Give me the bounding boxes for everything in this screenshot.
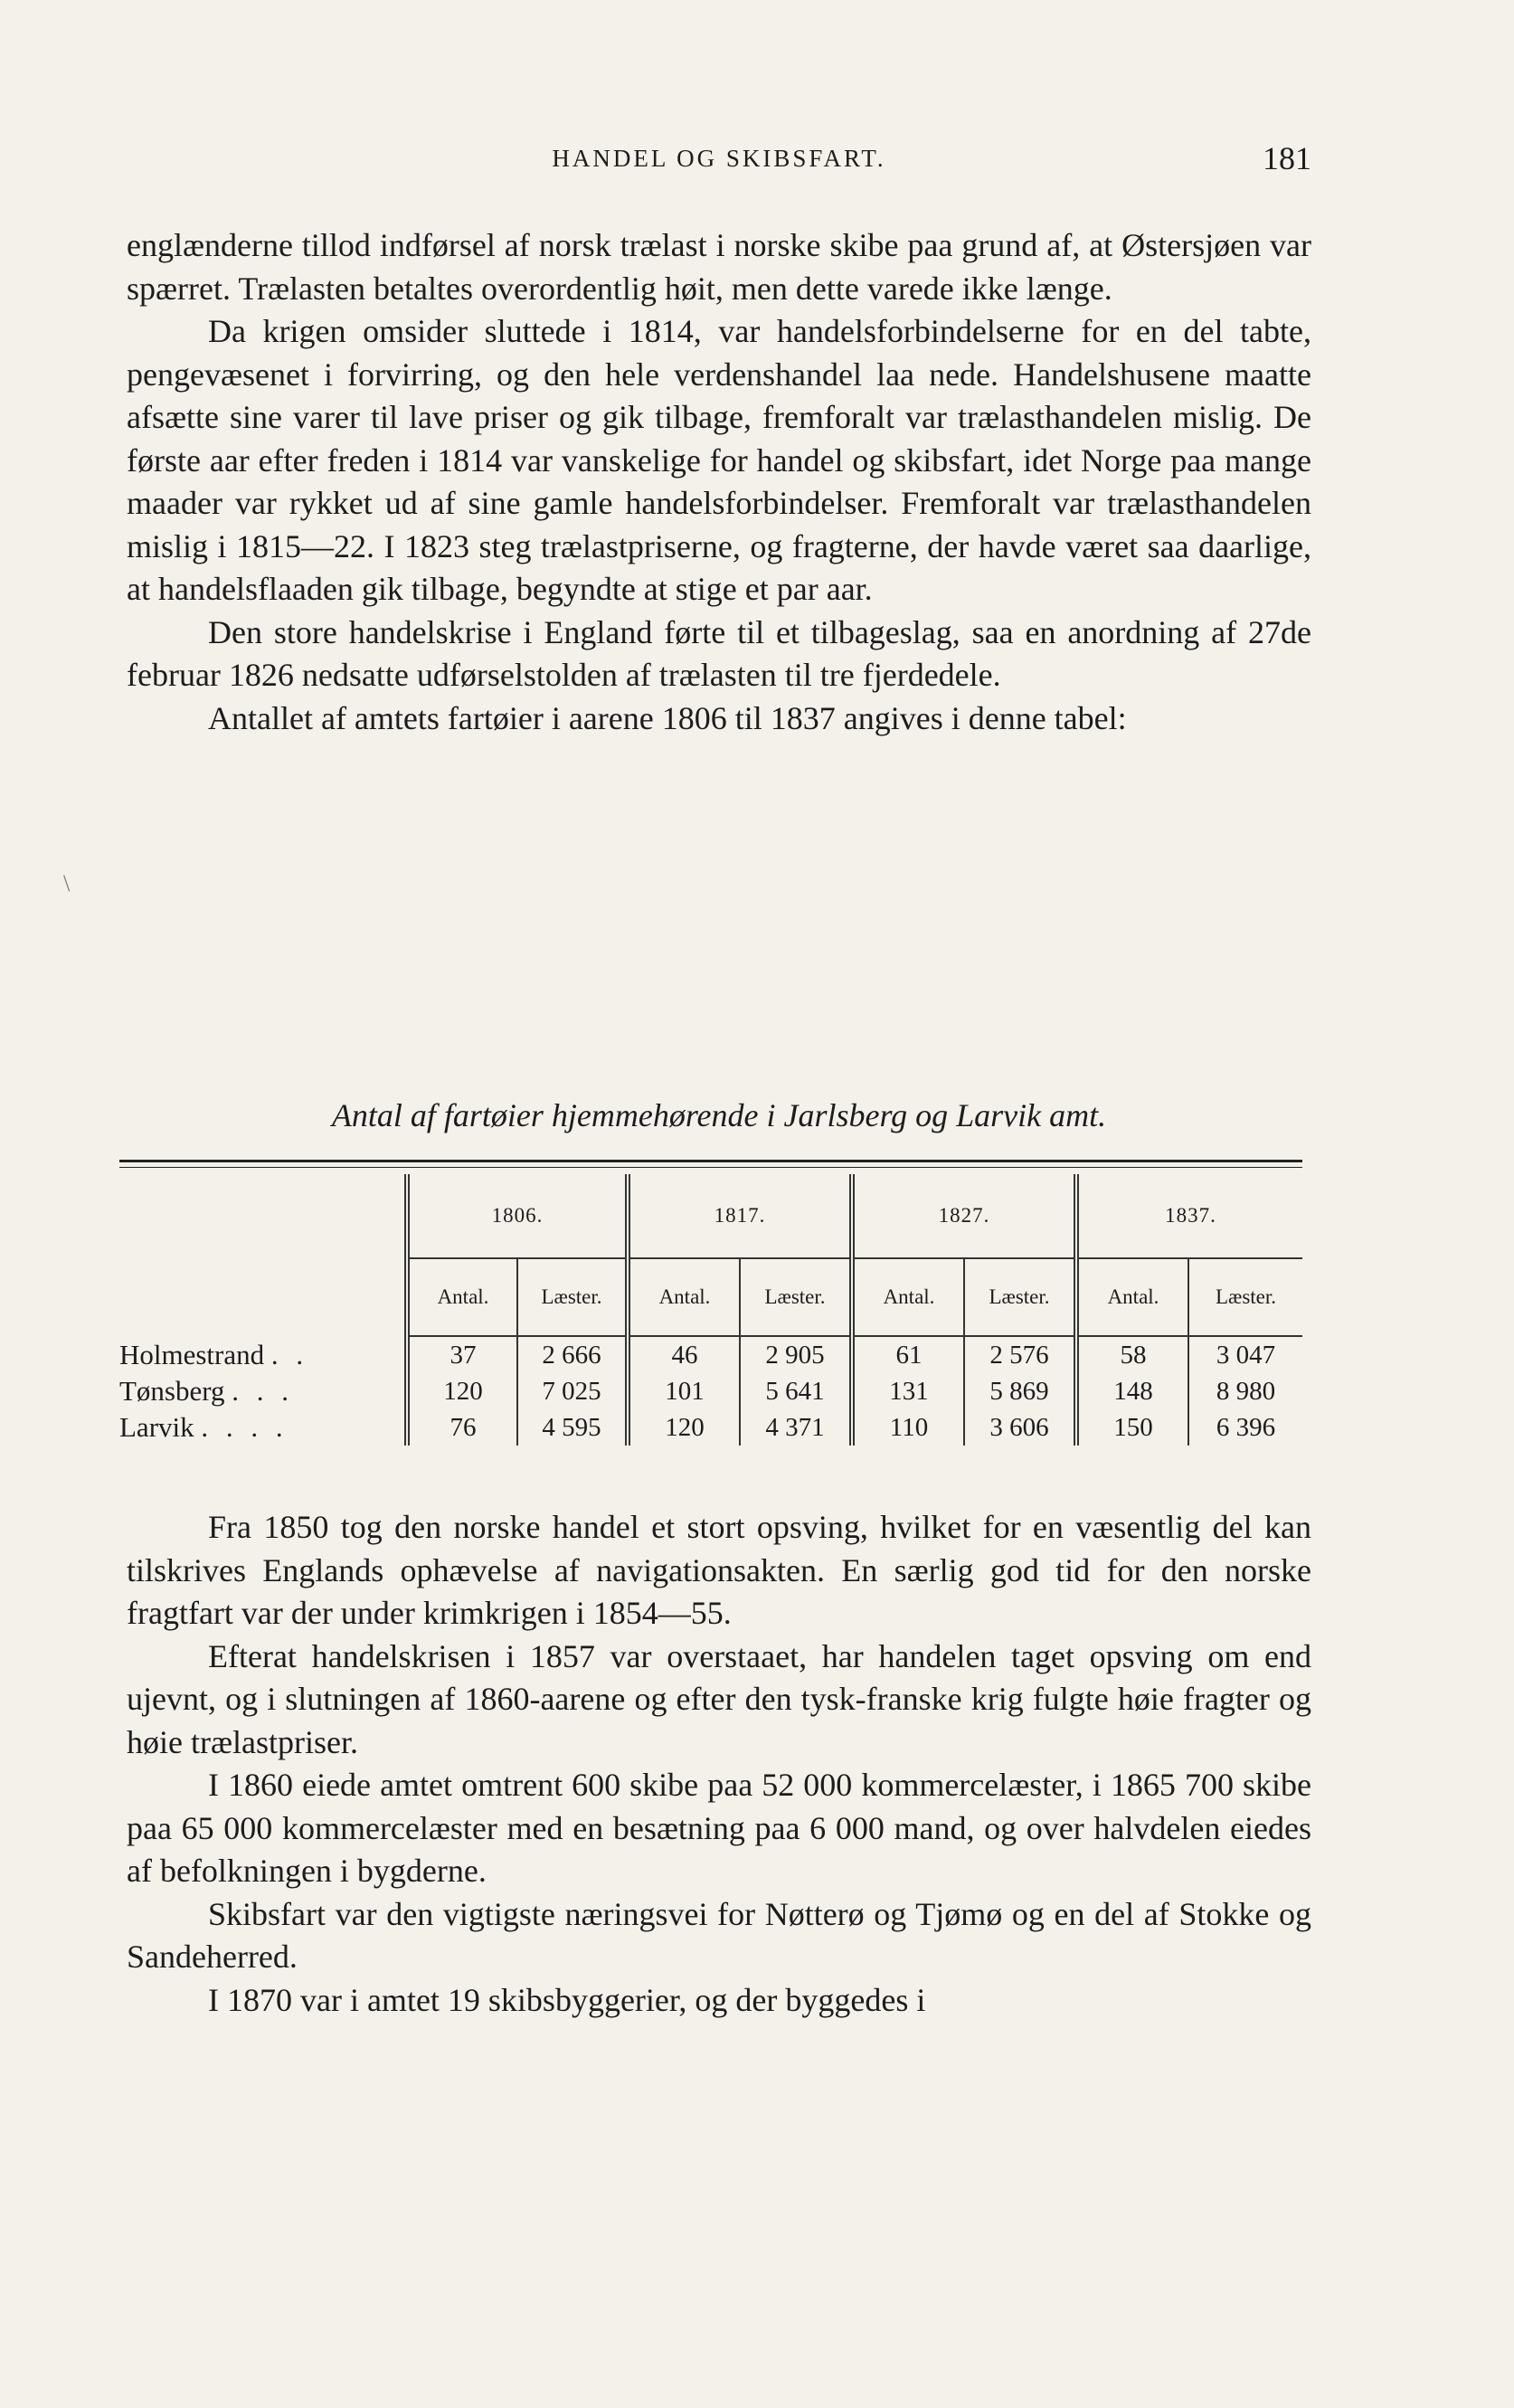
row-dots: . . xyxy=(270,1338,309,1370)
cell: 3 047 xyxy=(1188,1336,1302,1373)
paragraph: englænderne tillod indførsel af norsk trælast i norske skibe paa grund af, at Østersjøen var spærret. Trælasten betaltes overordentlig høit, men dette varede ikke længe. xyxy=(127,227,1311,307)
cell: 58 xyxy=(1076,1336,1188,1373)
row-name: Larvik xyxy=(119,1411,194,1443)
text-block-top xyxy=(127,224,1311,740)
paragraph: I 1870 var i amtet 19 skibsbyggerier, og der byggedes i xyxy=(208,1981,926,2018)
col-header-laester: Læster. xyxy=(740,1258,852,1336)
row-dots: . . . . xyxy=(201,1411,289,1443)
running-title: HANDEL OG SKIBSFART. xyxy=(552,145,886,172)
col-header-antal: Antal. xyxy=(407,1258,517,1336)
paragraph: Da krigen omsider sluttede i 1814, var handelsforbindelserne for en del tabte, pengevæsenet i forvirring, og den hele verdenshandel laa nede. Handelshusene maatte afsætte sine varer til lave priser og gik tilbage, fremforalt var trælasthandelen mislig. De første aar efter freden i 1814 var vanskelige for handel og skibsfart, idet Norge paa mange maader var rykket ud af sine gamle handelsforbindelser. Fremforalt var trælasthandelen mislig i 1815—22. I 1823 steg trælastpriserne, og fragterne, der havde været saa daarlige, at handelsflaaden gik tilbage, begyndte at stige et par aar. xyxy=(127,313,1311,607)
row-label xyxy=(119,1409,407,1446)
cell: 101 xyxy=(628,1373,740,1409)
paragraph: Efterat handelskrisen i 1857 var overstaaet, har handelen taget opsving om end ujevnt, og i slutningen af 1860-aarene og efter den tysk-franske krig fulgte høie fragter og høie trælastpriser. xyxy=(127,1637,1311,1760)
paragraph: Antallet af amtets fartøier i aarene 1806 til 1837 angives i denne tabel: xyxy=(208,699,1127,736)
cell: 150 xyxy=(1076,1409,1188,1446)
table-stub xyxy=(119,1258,407,1336)
paragraph: Den store handelskrise i England førte til et tilbageslag, saa en anordning af 27de februar 1826 nedsatte udførselstolden af trælasten til tre fjerdedele. xyxy=(127,613,1311,693)
cell: 61 xyxy=(852,1336,964,1373)
cell: 7 025 xyxy=(517,1373,628,1409)
cell: 3 606 xyxy=(964,1409,1076,1446)
row-label xyxy=(119,1336,407,1373)
table-row xyxy=(119,1373,1302,1409)
margin-mark: \ xyxy=(63,870,71,896)
cell: 4 595 xyxy=(517,1409,628,1446)
cell: 8 980 xyxy=(1188,1373,1302,1409)
paragraph: I 1860 eiede amtet omtrent 600 skibe paa 52 000 kommercelæster, i 1865 700 skibe paa 65 000 kommercelæster med en besætning paa 6 000 mand, og over halvdelen eiedes af befolkningen i bygderne. xyxy=(127,1767,1311,1889)
table-top-rule xyxy=(119,1160,1302,1162)
year-header: 1827. xyxy=(852,1174,1076,1258)
cell: 110 xyxy=(852,1409,964,1446)
page-number: 181 xyxy=(1263,140,1311,176)
text-block-bottom xyxy=(127,1506,1311,2022)
paragraph: Fra 1850 tog den norske handel et stort opsving, hvilket for en væsentlig del kan tilskrives Englands ophævelse af navigationsakten. En særlig god tid for den norske fragtfart var der under krimkrigen i 1854—55. xyxy=(127,1509,1311,1631)
cell: 120 xyxy=(407,1373,517,1409)
year-header: 1817. xyxy=(628,1174,852,1258)
table-row xyxy=(119,1409,1302,1446)
cell: 131 xyxy=(852,1373,964,1409)
cell: 2 905 xyxy=(740,1336,852,1373)
paragraph: Skibsfart var den vigtigste næringsvei for Nøtterø og Tjømø og en del af Stokke og Sandeherred. xyxy=(127,1895,1311,1975)
cell: 5 869 xyxy=(964,1373,1076,1409)
col-header-antal: Antal. xyxy=(1076,1258,1188,1336)
col-header-laester: Læster. xyxy=(1188,1258,1302,1336)
running-header xyxy=(127,140,1311,190)
col-header-laester: Læster. xyxy=(964,1258,1076,1336)
cell: 6 396 xyxy=(1188,1409,1302,1446)
row-label xyxy=(119,1373,407,1409)
cell: 2 576 xyxy=(964,1336,1076,1373)
cell: 46 xyxy=(628,1336,740,1373)
table-stub xyxy=(119,1174,407,1258)
table-caption: Antal af fartøier hjemmehørende i Jarlsberg og Larvik amt. xyxy=(331,1097,1107,1133)
cell: 5 641 xyxy=(740,1373,852,1409)
col-header-laester: Læster. xyxy=(517,1258,628,1336)
col-header-antal: Antal. xyxy=(628,1258,740,1336)
table-top-rule-thin xyxy=(119,1167,1302,1168)
cell: 4 371 xyxy=(740,1409,852,1446)
cell: 37 xyxy=(407,1336,517,1373)
vessel-table xyxy=(119,1174,1302,1446)
row-dots: . . . xyxy=(232,1375,295,1407)
row-name: Holmestrand xyxy=(119,1338,265,1370)
row-name: Tønsberg xyxy=(119,1375,225,1407)
year-header: 1806. xyxy=(407,1174,628,1258)
table-row xyxy=(119,1336,1302,1373)
cell: 2 666 xyxy=(517,1336,628,1373)
col-header-antal: Antal. xyxy=(852,1258,964,1336)
cell: 120 xyxy=(628,1409,740,1446)
cell: 76 xyxy=(407,1409,517,1446)
cell: 148 xyxy=(1076,1373,1188,1409)
year-header: 1837. xyxy=(1076,1174,1302,1258)
